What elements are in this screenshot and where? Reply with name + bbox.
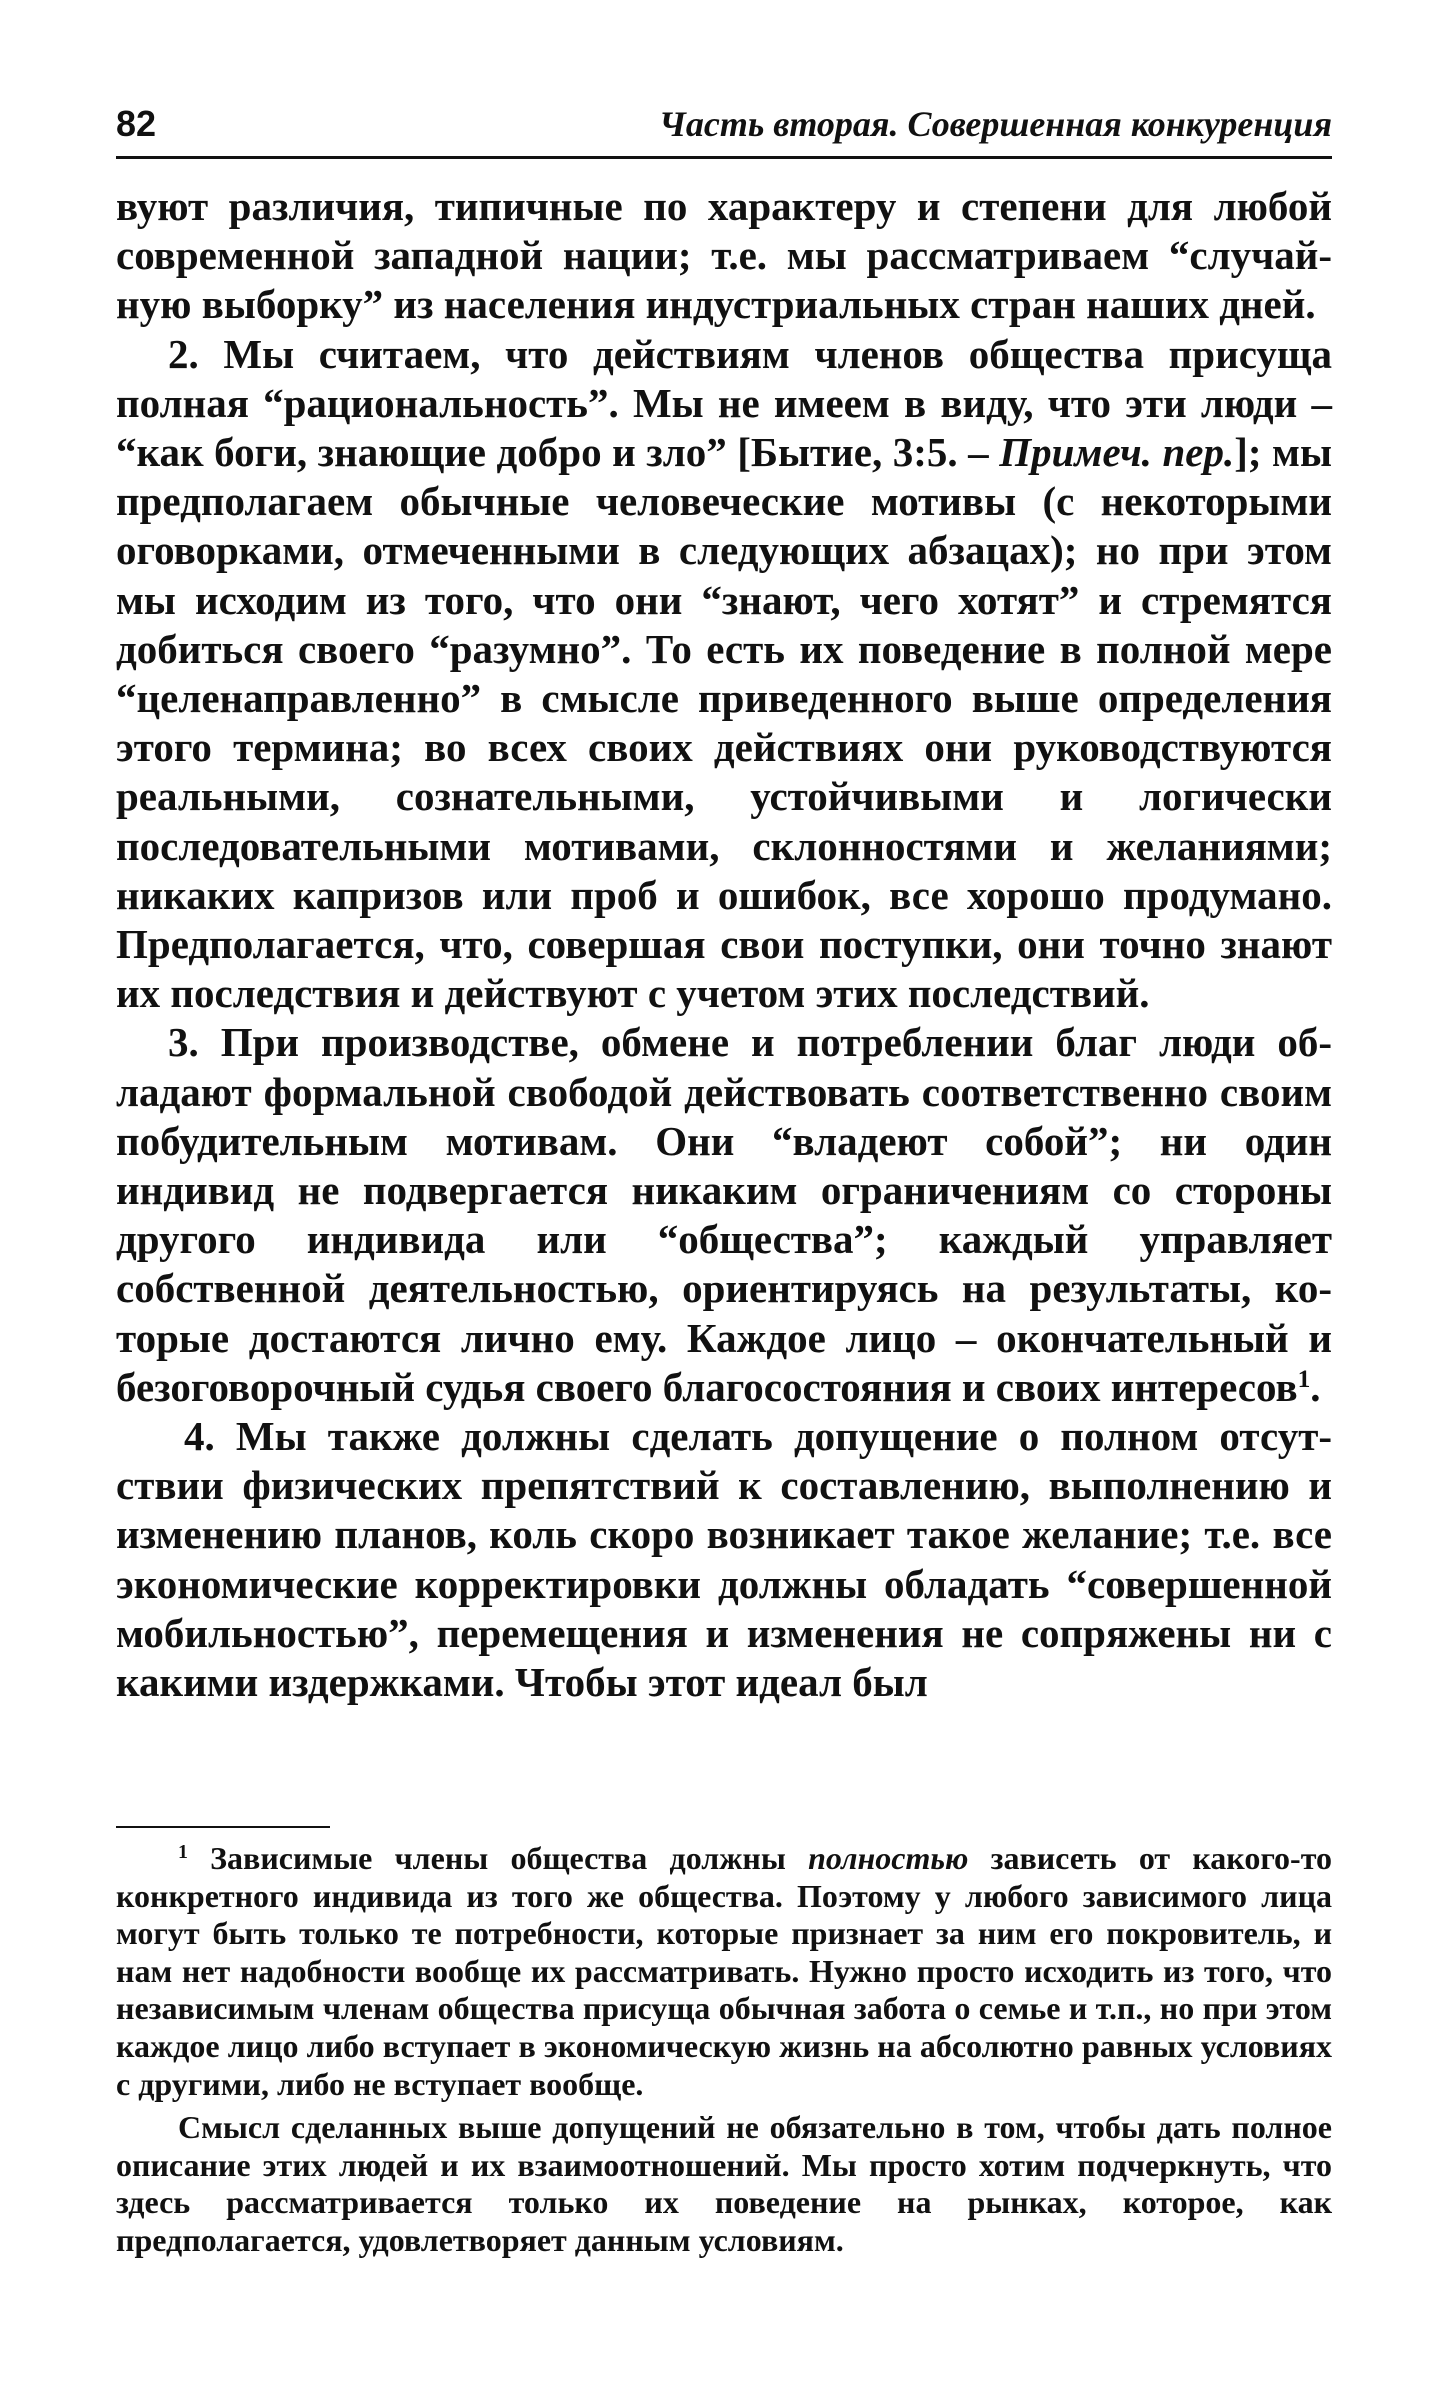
footnotes xyxy=(116,1840,1332,2260)
running-title: Часть вторая. Совершенная конкуренция xyxy=(658,104,1332,144)
paragraph-text: 2. Мы считаем, что действиям членов общества присуща полная “рациональность”. Мы не имеем в виду, что эти люди – “как боги, знающие добро и зло” [Бытие, 3:5. – xyxy=(116,330,1332,476)
page-header xyxy=(116,100,1332,159)
paragraph-4 xyxy=(116,1412,1332,1707)
footnote-text: Смысл сделанных выше допущений не обязательно в том, чтобы дать полное описание этих людей и их взаимоотношений. Мы просто хотим подчеркнуть, что здесь рассматривается только их поведение на рынках, которое, как предполагается, удовлетворяет данным условиям. xyxy=(116,2109,1332,2258)
footnote-1-continuation xyxy=(116,2109,1332,2259)
main-text xyxy=(116,182,1332,1707)
footnote-text: зависеть от какого-то конкретного индивида из того же общества. Поэтому у любого зависимого лица могут быть только те потребности, которые признает за ним его покровитель, и нам нет надобности вообще их рассматривать. Нужно просто исходить из того, что независимым членам общества присуща обычная забота о семье и т.п., но при этом каждое лицо либо вступает в экономическую жизнь на абсолютно равных условиях с другими, либо не вступает вообще. xyxy=(116,1840,1333,2102)
footnote-divider xyxy=(116,1826,330,1828)
paragraph-text: ]; мы предполагаем обычные человеческие мотивы (с некоторыми оговорками, отмеченными в следующих абзацах); но при этом мы исходим из того, что они “знают, чего хотят” и стремятся добиться своего “разумно”. То есть их поведение в полной мере “целенаправленно” в смысле приведенного выше определения этого термина; во всех своих действиях они руководствуются реальными, сознательными, устойчивыми и логически последовательными мотивами, склонностями и желаниями; никаких капризов или проб и ошибок, все хорошо продумано. Предполагается, что, совершая свои поступки, они точно знают их последствия и действуют с учетом этих последствий. xyxy=(116,429,1332,1017)
paragraph-continuation xyxy=(116,182,1332,330)
footnote-marker: 1 xyxy=(178,1841,188,1864)
paragraph-text: 3. При производстве, обмене и потреблении благ люди обладают формальной свободой действовать соответственно своим побудительным мотивам. Они “владеют собой”; ни один индивид не подвергается никаким ограничениям со стороны другого индивида или “общества”; каждый управляет собственной деятельностью, ориентируясь на результаты, которые достаются лично ему. Каждое лицо – окончательный и безоговорочный судья своего благосостояния и своих интересов xyxy=(116,1019,1332,1410)
paragraph-3 xyxy=(116,1018,1332,1412)
page-number: 82 xyxy=(116,103,157,144)
footnote-reference: 1 xyxy=(1297,1364,1311,1393)
translator-note: Примеч. пер. xyxy=(999,429,1235,476)
footnote-1 xyxy=(116,1840,1332,2103)
footnote-text: Зависимые члены общества должны xyxy=(187,1840,809,1876)
paragraph-text: 4. Мы также должны сделать допущение о полном отсутствии физических препятствий к составлению, выполнению и изменению планов, коль скоро возникает такое желание; т.е. все экономические корректировки должны обладать “совершенной мобильностью”, перемещения и изменения не сопряжены ни с какими издержками. Чтобы этот идеал был xyxy=(116,1413,1332,1706)
paragraph-text: вуют различия, типичные по характеру и степени для любой современной западной нации; т.е. мы рассматриваем “случайную выборку” из населения индустриальных стран наших дней. xyxy=(116,183,1332,328)
paragraph-text: . xyxy=(1310,1363,1321,1410)
footnote-emphasis: полностью xyxy=(808,1840,969,1876)
paragraph-2 xyxy=(116,330,1332,1019)
